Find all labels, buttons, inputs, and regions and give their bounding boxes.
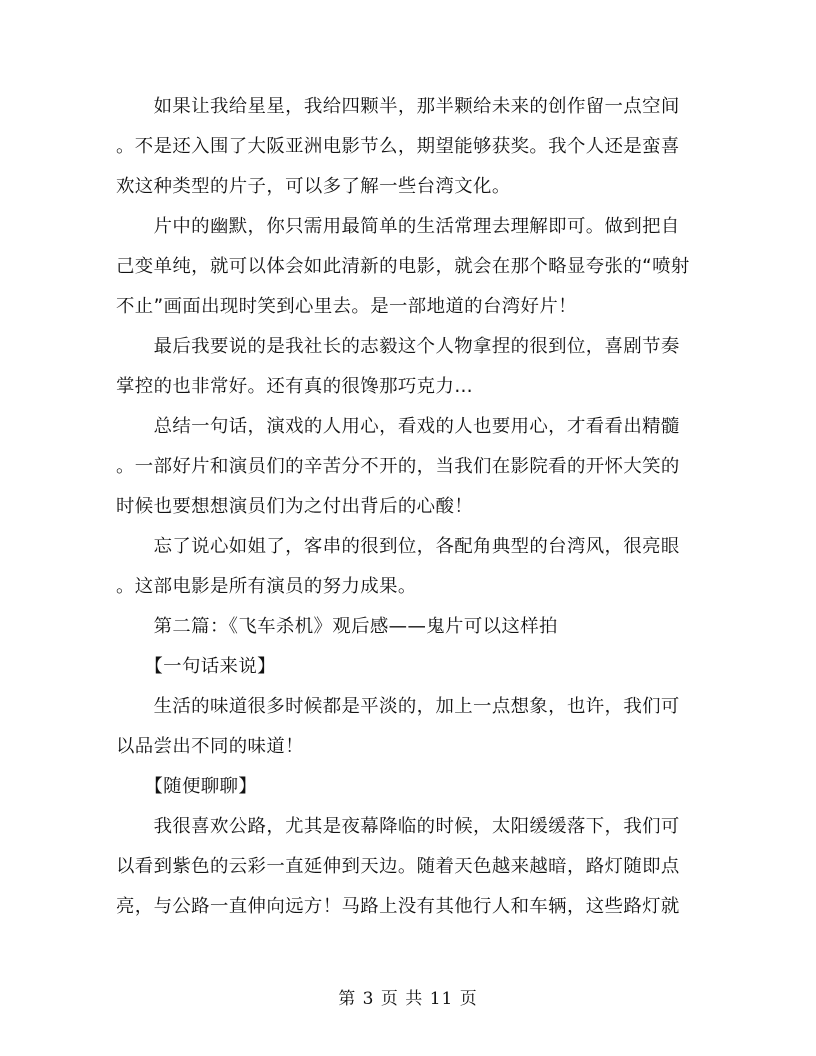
- text-line: 不止”画面出现时笑到心里去。是一部地道的台湾好片！: [116, 296, 577, 317]
- text-line: 生活的味道很多时候都是平淡的，加上一点想象，也许，我们可: [116, 696, 680, 717]
- text-line: 最后我要说的是我社长的志毅这个人物拿捏的很到位，喜剧节奏: [116, 336, 680, 357]
- text-line: 欢这种类型的片子，可以多了解一些台湾文化。: [116, 176, 511, 197]
- text-line: 。不是还入围了大阪亚洲电影节么，期望能够获奖。我个人还是蛮喜: [116, 136, 680, 157]
- text-line: 。这部电影是所有演员的努力成果。: [116, 576, 417, 597]
- text-line: 我很喜欢公路，尤其是夜幕降临的时候，太阳缓缓落下，我们可: [116, 816, 680, 837]
- subheading: 【随便聊聊】: [116, 776, 258, 797]
- text-line: 掌控的也非常好。还有真的很馋那巧克力…: [116, 376, 474, 397]
- text-line: 时候也要想想演员们为之付出背后的心酸！: [116, 496, 474, 517]
- text-line: 以看到紫色的云彩一直延伸到天边。随着天色越来越暗，路灯随即点: [116, 856, 680, 877]
- text-line: 。一部好片和演员们的辛苦分不开的，当我们在影院看的开怀大笑的: [116, 456, 680, 477]
- document-body: [116, 87, 696, 927]
- text-line: 片中的幽默，你只需用最简单的生活常理去理解即可。做到把自: [116, 216, 680, 237]
- section-heading: 第二篇：《飞车杀机》观后感——鬼片可以这样拍: [116, 616, 558, 637]
- text-line: 己变单纯，就可以体会如此清新的电影，就会在那个略显夸张的“喷射: [116, 256, 690, 277]
- text-line: 亮，与公路一直伸向远方！马路上没有其他行人和车辆，这些路灯就: [116, 896, 680, 917]
- subheading: 【一句话来说】: [116, 656, 276, 677]
- page-number-footer: 第 3 页 共 11 页: [338, 989, 478, 1009]
- text-line: 忘了说心如姐了，客串的很到位，各配角典型的台湾风，很亮眼: [116, 536, 680, 557]
- text-line: 以品尝出不同的味道！: [116, 736, 304, 757]
- text-line: 如果让我给星星，我给四颗半，那半颗给未来的创作留一点空间: [116, 96, 680, 117]
- text-line: 总结一句话，演戏的人用心，看戏的人也要用心，才看看出精髓: [116, 416, 680, 437]
